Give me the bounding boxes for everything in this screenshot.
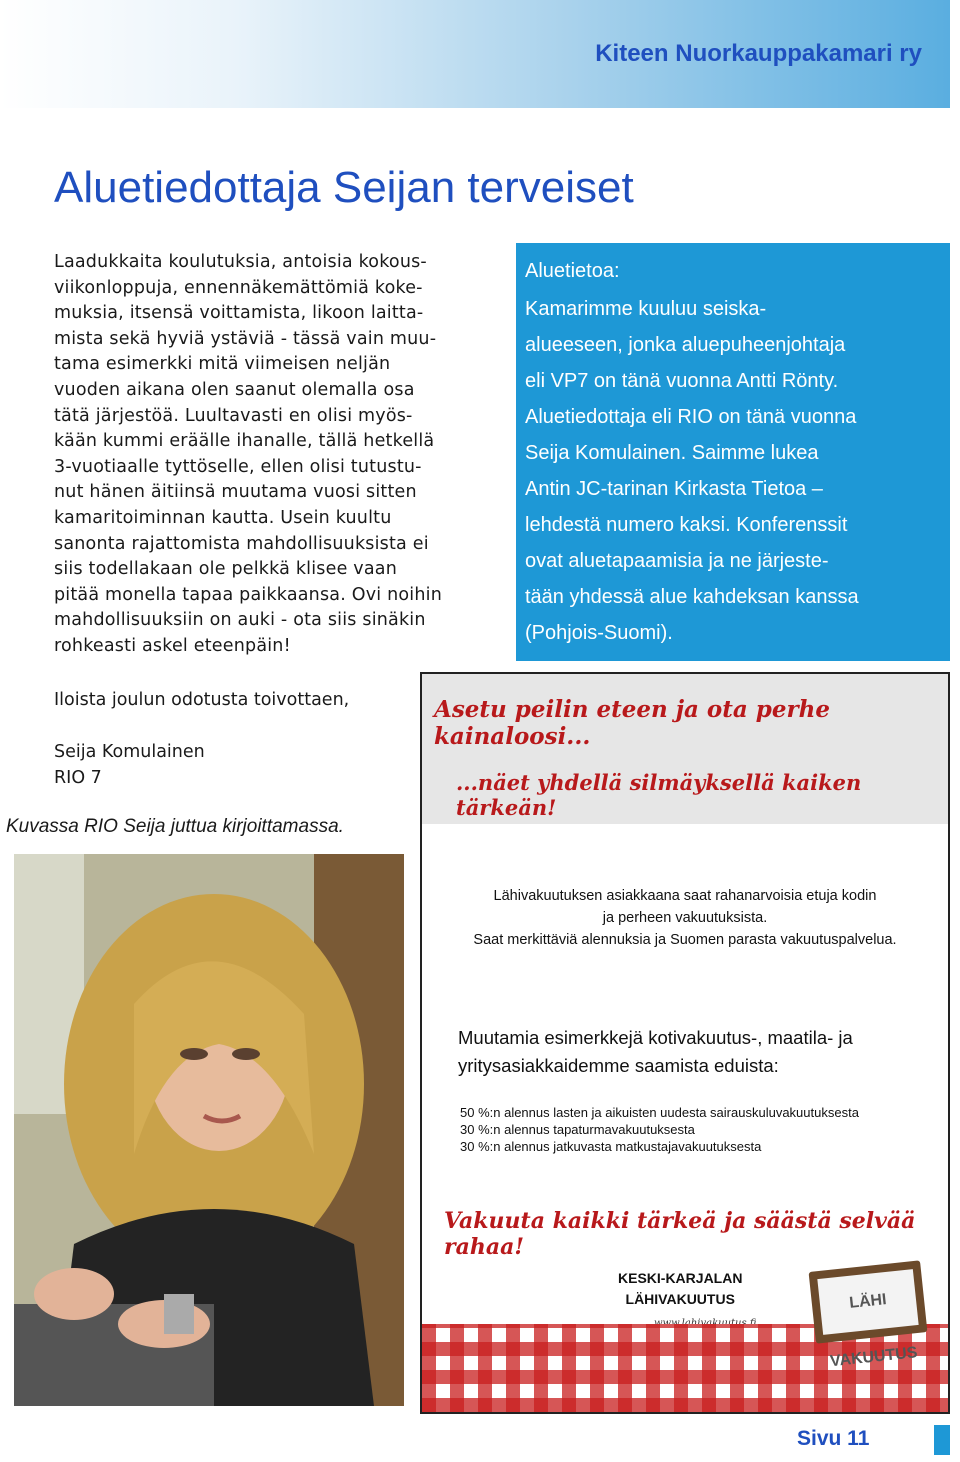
ad-slogan-sub: ...näet yhdellä silmäyksellä kaiken tärkeän! [456, 770, 862, 820]
advertisement [420, 672, 950, 1414]
ad-discount-item: 30 %:n alennus tapaturmavakuutuksesta [460, 1122, 695, 1137]
body-line: tätä järjestöä. Luultavasti en olisi myös- [54, 405, 413, 426]
ad-company-line: LÄHIVAKUUTUS [625, 1291, 735, 1307]
info-line: Aluetiedottaja eli RIO on tänä vuonna [525, 406, 857, 428]
body-line: 3-vuotiaalle tyttöselle, ellen olisi tutustu- [54, 456, 422, 477]
organization-name: Kiteen Nuorkauppakamari ry [595, 40, 922, 67]
ad-logo: LÄHI VAKUUTUS [817, 1269, 918, 1335]
info-line: tään yhdessä alue kahdeksan kanssa [525, 586, 859, 608]
info-line: Kamarimme kuuluu seiska- [525, 298, 767, 320]
signature-name: Seija Komulainen [54, 742, 205, 762]
info-line: Antin JC-tarinan Kirkasta Tietoa – [525, 478, 823, 500]
article-body [54, 250, 514, 660]
info-line: (Pohjois-Suomi). [525, 622, 673, 644]
body-line: muksia, itsensä voittamista, likoon laitta- [54, 303, 424, 324]
body-line: pitää monella tapaa paikkaansa. Ovi noihin [54, 584, 442, 605]
ad-company-line: KESKI-KARJALAN [618, 1270, 743, 1286]
article-title: Aluetiedottaja Seijan terveiset [54, 163, 634, 212]
ad-heading: Muutamia esimerkkejä kotivakuutus-, maatila- ja yritysasiakkaidemme saamista eduista: [458, 1027, 853, 1076]
photo-caption: Kuvassa RIO Seija juttua kirjoittamassa. [6, 816, 344, 837]
info-line: lehdestä numero kaksi. Konferenssit [525, 514, 848, 536]
info-line: Seija Komulainen. Saimme lukea [525, 442, 819, 464]
body-line: kamaritoiminnan kautta. Usein kuultu [54, 507, 392, 528]
body-line: rohkeasti askel eteenpäin! [54, 635, 291, 656]
ad-slogan-top: Asetu peilin eteen ja ota perhe kainaloosi... [434, 696, 830, 750]
body-line: viikonloppuja, ennennäkemättömiä koke- [54, 277, 423, 298]
info-line: alueeseen, jonka aluepuheenjohtaja [525, 334, 846, 356]
info-box-title: Aluetietoa: [525, 260, 620, 282]
page-corner-accent [934, 1425, 950, 1455]
signature-title: RIO 7 [54, 767, 102, 788]
ad-company-name [618, 1268, 742, 1310]
signature [54, 740, 205, 791]
body-line: kään kummi eräälle ihanalle, tällä hetkellä [54, 431, 435, 452]
body-line: Laadukkaita koulutuksia, antoisia kokous- [54, 252, 427, 272]
info-line: eli VP7 on tänä vuonna Antti Rönty. [525, 370, 839, 392]
closing-greeting: Iloista joulun odotusta toivottaen, [54, 690, 350, 710]
body-line: sanonta rajattomista mahdollisuuksista ei [54, 533, 429, 554]
ad-logo-frame [809, 1260, 928, 1371]
ad-discount-item: 30 %:n alennus jatkuvasta matkustajavakuutuksesta [460, 1139, 762, 1154]
ad-intro-line: Lähivakuutuksen asiakkaana saat rahanarvoisia etuja kodin [493, 888, 877, 904]
page-number: Sivu 11 [797, 1427, 870, 1450]
info-box [516, 243, 950, 661]
ad-intro-line: Saat merkittäviä alennuksia ja Suomen parasta vakuutuspalvelua. [473, 932, 897, 948]
body-line: tama esimerkki mitä viimeisen neljän [54, 354, 391, 375]
ad-discount-item: 50 %:n alennus lasten ja aikuisten uudesta sairauskuluvakuutuksesta [460, 1105, 859, 1120]
body-line: vuoden aikana olen saanut olemalla osa [54, 379, 415, 400]
body-line: siis todellakaan ole pelkkä klisee vaan [54, 559, 397, 580]
info-line: ovat aluetapaamisia ja ne järjeste- [525, 550, 829, 572]
author-photo-illustration [14, 854, 404, 1406]
body-line: nut hänen äitiinsä muutama vuosi sitten [54, 482, 417, 503]
body-line: mista sekä hyviä ystäviä - tässä vain muu- [54, 328, 437, 349]
body-line: mahdollisuuksiin on auki - ota siis sinäkin [54, 610, 426, 631]
ad-intro-line: ja perheen vakuutuksista. [602, 910, 768, 926]
author-photo [14, 854, 404, 1406]
ad-slogan-bottom: Vakuuta kaikki tärkeä ja säästä selvää rahaa! [444, 1208, 916, 1260]
info-box-text [525, 291, 942, 651]
ad-discount-list [460, 1104, 859, 1155]
